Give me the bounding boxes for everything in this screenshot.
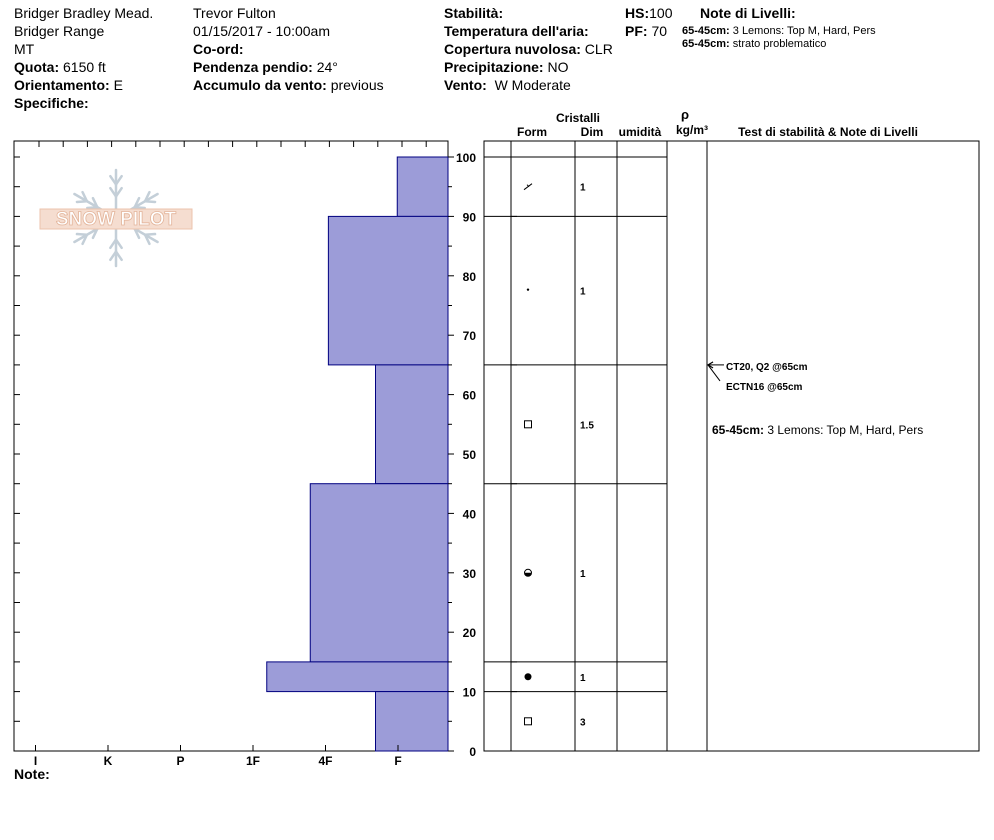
- x-tick-label: F: [394, 754, 402, 768]
- sky-value: CLR: [584, 41, 613, 57]
- y-tick-label: 20: [462, 626, 476, 641]
- decomposing-particle-icon: [524, 184, 532, 190]
- x-tick-label: I: [33, 754, 38, 768]
- state-name: MT: [14, 41, 35, 57]
- table-layer-note-text: 3 Lemons: Top M, Hard, Pers: [767, 423, 924, 437]
- layer-note-2-range: 65-45cm:: [682, 38, 730, 50]
- hardness-layer-1: [328, 216, 448, 365]
- layer-note-1-range: 65-45cm:: [682, 25, 730, 37]
- precip-particle-icon: [527, 288, 529, 290]
- pf-value: 70: [651, 23, 668, 39]
- aspect-value: E: [113, 77, 123, 93]
- coords-label: Co-ord:: [193, 41, 244, 57]
- hardness-layer-4: [267, 662, 448, 692]
- stability-tests: [708, 362, 808, 393]
- aspect-label: Orientamento:: [14, 77, 110, 93]
- crystal-size-value: 1: [580, 182, 586, 194]
- x-tick-label: 1F: [245, 754, 261, 768]
- observation-datetime: 01/15/2017 - 10:00am: [193, 23, 330, 39]
- snowpilot-logo: [40, 170, 192, 266]
- y-tick-label: 90: [462, 210, 476, 225]
- y-tick-label: 60: [462, 388, 476, 403]
- specifics-label: Specifiche:: [14, 95, 89, 111]
- y-tick-label: 50: [462, 448, 476, 462]
- sky-label: Copertura nuvolosa:: [444, 41, 581, 57]
- range-name: Bridger Range: [14, 23, 105, 39]
- crystal-size-value: 1: [580, 672, 586, 684]
- wind-loading-label: Accumulo da vento:: [193, 77, 327, 93]
- hs-label: HS:: [625, 5, 650, 21]
- y-tick-label: 30: [462, 566, 476, 581]
- x-tick-label: 4F: [318, 754, 333, 768]
- elevation-label: Quota:: [14, 59, 60, 75]
- rounded-grain-icon: [525, 673, 532, 680]
- wind-label: Vento:: [444, 77, 487, 93]
- hs-value: 100: [649, 5, 673, 21]
- layer-note-2-text: strato problematico: [732, 38, 827, 50]
- slope-value: 24°: [316, 59, 338, 75]
- crystal-table: [484, 141, 979, 751]
- logo-text: SNOW PILOT: [55, 209, 177, 230]
- crystal-size-value: 1.5: [580, 420, 594, 432]
- hardness-layer-2: [376, 365, 449, 484]
- hardness-layer-0: [397, 157, 448, 216]
- observer-name: Trevor Fulton: [193, 5, 276, 21]
- y-tick-label: 40: [462, 507, 476, 522]
- faceted-crystal-icon: [525, 718, 532, 725]
- crystal-table-frame: [484, 141, 979, 751]
- test-label: ECTN16 @65cm: [726, 381, 803, 393]
- header-form: Form: [517, 125, 547, 139]
- header-crystals: Cristalli: [555, 111, 601, 125]
- table-layer-note: [712, 423, 923, 437]
- left-minor-ticks: [14, 157, 20, 751]
- header-tests-notes: Test di stabilità & Note di Livelli: [738, 125, 918, 139]
- hardness-layer-5: [376, 692, 449, 751]
- y-tick-label: 80: [462, 269, 476, 284]
- y-tick-label: 70: [462, 329, 476, 344]
- rounded-faceted-icon: [525, 569, 532, 576]
- table-layer-note-range: 65-45cm:: [712, 423, 765, 437]
- test-arrow: [708, 365, 720, 381]
- precip-label: Precipitazione:: [444, 59, 544, 75]
- wind-value: W Moderate: [494, 77, 571, 93]
- crystal-size-value: 1: [580, 286, 586, 298]
- precip-value: NO: [547, 59, 569, 75]
- header-density-unit: kg/m³: [675, 123, 709, 137]
- y-tick-label: 0: [469, 745, 476, 759]
- slope-label: Pendenza pendio:: [193, 59, 313, 75]
- elevation-value: 6150 ft: [63, 59, 106, 75]
- x-tick-label: P: [176, 754, 185, 768]
- pf-label: PF:: [625, 23, 648, 39]
- header-rho: ρ: [680, 107, 690, 122]
- notes-label: Note:: [14, 766, 50, 782]
- top-minor-ticks: [39, 141, 426, 147]
- stability-label: Stabilità:: [444, 5, 504, 21]
- faceted-crystal-icon: [525, 421, 532, 428]
- notes-row: [14, 765, 50, 783]
- header-size: Dim: [580, 125, 604, 139]
- hardness-layer-3: [310, 484, 448, 662]
- header-moisture: umidità: [618, 125, 662, 139]
- crystal-size-value: 1: [580, 568, 586, 580]
- wind-loading-value: previous: [330, 77, 384, 93]
- layer-note-1-text: 3 Lemons: Top M, Hard, Pers: [732, 25, 876, 37]
- depth-y-axis: [448, 151, 476, 759]
- y-tick-label: 100: [455, 151, 476, 165]
- test-label: CT20, Q2 @65cm: [726, 361, 808, 373]
- x-tick-label: K: [103, 754, 113, 768]
- crystal-size-value: 3: [580, 717, 586, 729]
- y-tick-label: 10: [462, 685, 476, 700]
- layer-notes-title: Note di Livelli:: [700, 5, 796, 21]
- location-name: Bridger Bradley Mead.: [14, 5, 154, 21]
- hardness-x-axis: [34, 745, 402, 768]
- hardness-layers: [267, 157, 448, 751]
- air-temp-label: Temperatura dell'aria:: [444, 23, 589, 39]
